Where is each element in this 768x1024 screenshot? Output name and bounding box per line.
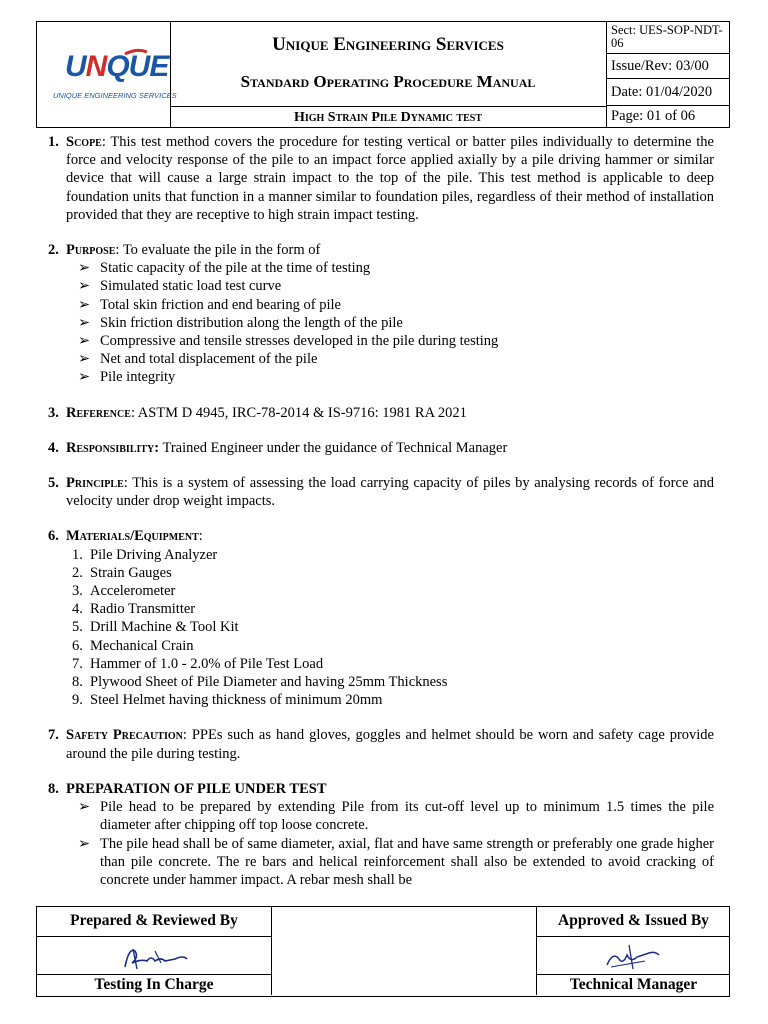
section-safety xyxy=(48,726,714,762)
prepared-signature-icon xyxy=(37,937,271,975)
section-number: 2. xyxy=(48,242,59,259)
issue-date: Date: 01/04/2020 xyxy=(607,79,730,106)
arrow-bullet-icon: ➢ xyxy=(78,278,91,295)
equipment-list xyxy=(66,546,714,710)
section-heading: Materials/Equipment xyxy=(66,528,199,545)
list-item-text: Compressive and tensile stresses developed in the pile during testing xyxy=(100,333,499,350)
section-principle xyxy=(48,474,714,510)
list-item xyxy=(66,655,714,673)
list-item-text: Skin friction distribution along the length of the pile xyxy=(100,314,403,331)
section-number: 4. xyxy=(48,439,59,456)
manual-title: Standard Operating Procedure Manual xyxy=(240,72,536,91)
section-number: 1. xyxy=(48,134,59,150)
list-number: 4. xyxy=(72,601,83,618)
list-number: 8. xyxy=(72,674,83,691)
list-item-text: Pile Driving Analyzer xyxy=(90,546,218,563)
list-item xyxy=(66,350,714,368)
list-item-text: Pile integrity xyxy=(100,369,176,386)
document-header xyxy=(36,21,730,128)
list-item xyxy=(66,637,714,655)
section-number: 8. xyxy=(48,780,59,797)
title-cell xyxy=(170,22,606,127)
approved-signature-icon xyxy=(537,937,730,975)
arrow-bullet-icon: ➢ xyxy=(78,260,91,277)
section-text: : This test method covers the procedure for testing vertical or batter piles individually to determine the force and velocity response of the pile to an impact force applied axially by a pile driving hammer or similar device that will cause a large strain impact to the top of the pile. This test method is applicable to deep foundation units that function in a manner similar to foundation piles, regardless of their method of installation provided that they are receptive to high strain impact testing. xyxy=(66,134,714,223)
list-item xyxy=(66,314,714,332)
list-item-text: Hammer of 1.0 - 2.0% of Pile Test Load xyxy=(90,655,324,672)
list-item xyxy=(66,564,714,582)
logo-letters-que: QUE xyxy=(106,50,169,83)
section-heading: Reference xyxy=(66,404,131,421)
section-heading: Responsibility: xyxy=(66,439,160,456)
section-scope xyxy=(48,133,714,224)
list-item-text: Mechanical Crain xyxy=(90,637,194,654)
list-number: 2. xyxy=(72,564,83,581)
section-text: : This is a system of assessing the load carrying capacity of piles by analysing records of force and velocity under drop weight impacts. xyxy=(66,475,714,510)
section-heading: Scope xyxy=(66,134,102,150)
approved-role: Technical Manager xyxy=(537,974,730,995)
arrow-bullet-icon: ➢ xyxy=(78,369,91,386)
list-number: 7. xyxy=(72,655,83,672)
company-logo xyxy=(65,50,168,84)
test-title: High Strain Pile Dynamic test xyxy=(170,106,606,128)
section-number: 6. xyxy=(48,528,59,545)
list-item-text: The pile head shall be of same diameter, axial, flat and have same strength or preferably one grade higher than pile concrete. The re bars and helical reinforcement shall also be extended to avoid cracking of concrete under hammer impact. A rebar mesh shall be xyxy=(100,835,714,888)
section-number: 5. xyxy=(48,475,59,492)
prepared-role: Testing In Charge xyxy=(37,974,271,995)
list-item-text: Static capacity of the pile at the time of testing xyxy=(100,260,371,277)
list-item xyxy=(66,296,714,314)
list-number: 3. xyxy=(72,583,83,600)
list-item xyxy=(66,600,714,618)
logo-cell xyxy=(37,22,177,127)
list-number: 9. xyxy=(72,692,83,709)
list-item xyxy=(66,691,714,709)
list-item xyxy=(66,546,714,564)
section-number: 7. xyxy=(48,727,59,744)
preparation-list xyxy=(66,798,714,889)
meta-cell xyxy=(606,22,730,127)
arrow-bullet-icon: ➢ xyxy=(78,351,91,368)
section-code: Sect: UES-SOP-NDT-06 xyxy=(607,22,730,54)
list-item xyxy=(66,332,714,350)
list-item-text: Steel Helmet having thickness of minimum 20mm xyxy=(90,692,383,709)
list-item xyxy=(66,798,714,834)
list-item xyxy=(66,277,714,295)
section-responsibility xyxy=(48,439,714,457)
signature-footer xyxy=(36,906,730,997)
list-item xyxy=(66,368,714,386)
section-reference xyxy=(48,404,714,422)
section-text: : xyxy=(198,528,203,545)
logo-letter-n: N xyxy=(85,50,107,83)
logo-letter-u: U xyxy=(65,50,86,83)
document-body xyxy=(48,133,714,889)
list-item-text: Accelerometer xyxy=(90,583,176,600)
list-item xyxy=(66,582,714,600)
section-materials xyxy=(48,527,714,709)
list-item-text: Net and total displacement of the pile xyxy=(100,351,318,368)
arrow-bullet-icon: ➢ xyxy=(78,799,91,816)
list-item xyxy=(66,259,714,277)
approved-cell xyxy=(536,907,730,995)
arrow-bullet-icon: ➢ xyxy=(78,835,91,852)
logo-subtitle: UNIQUE ENGINEERING SERVICES xyxy=(53,91,177,100)
page-number: Page: 01 of 06 xyxy=(611,108,696,124)
section-heading: Purpose xyxy=(66,242,116,259)
arrow-bullet-icon: ➢ xyxy=(78,296,91,313)
list-item-text: Pile head to be prepared by extending Pile from its cut-off level up to minimum 1.5 times the pile diameter after chipping off top loose concrete. xyxy=(100,799,714,834)
section-number: 3. xyxy=(48,404,59,421)
list-item xyxy=(66,618,714,636)
section-text: : ASTM D 4945, IRC-78-2014 & IS-9716: 1981 RA 2021 xyxy=(130,404,467,421)
section-heading: Safety Precaution xyxy=(66,727,183,744)
section-heading: Principle xyxy=(66,475,124,492)
section-purpose xyxy=(48,241,714,387)
section-text: Trained Engineer under the guidance of Technical Manager xyxy=(159,439,508,456)
list-item-text: Simulated static load test curve xyxy=(100,278,282,295)
section-text: : To evaluate the pile in the form of xyxy=(115,242,321,259)
arrow-bullet-icon: ➢ xyxy=(78,314,91,331)
section-text: : PPEs such as hand gloves, goggles and helmet should be worn and safety cage provide around the pile during testing. xyxy=(66,727,714,762)
prepared-cell xyxy=(37,907,272,995)
approved-label: Approved & Issued By xyxy=(537,911,730,937)
purpose-list xyxy=(66,259,714,386)
issue-rev: Issue/Rev: 03/00 xyxy=(607,54,730,79)
arrow-bullet-icon: ➢ xyxy=(78,333,91,350)
section-preparation xyxy=(48,780,714,889)
list-number: 6. xyxy=(72,637,83,654)
list-item xyxy=(66,835,714,890)
list-item-text: Strain Gauges xyxy=(90,564,172,581)
list-item-text: Drill Machine & Tool Kit xyxy=(90,619,239,636)
company-name: Unique Engineering Services xyxy=(272,34,504,55)
list-item-text: Plywood Sheet of Pile Diameter and having 25mm Thickness xyxy=(90,674,448,691)
section-heading: PREPARATION OF PILE UNDER TEST xyxy=(66,780,327,797)
prepared-label: Prepared & Reviewed By xyxy=(37,911,271,937)
list-item-text: Total skin friction and end bearing of pile xyxy=(100,296,341,313)
list-item-text: Radio Transmitter xyxy=(90,601,196,618)
list-number: 1. xyxy=(72,546,83,563)
list-number: 5. xyxy=(72,619,83,636)
list-item xyxy=(66,673,714,691)
